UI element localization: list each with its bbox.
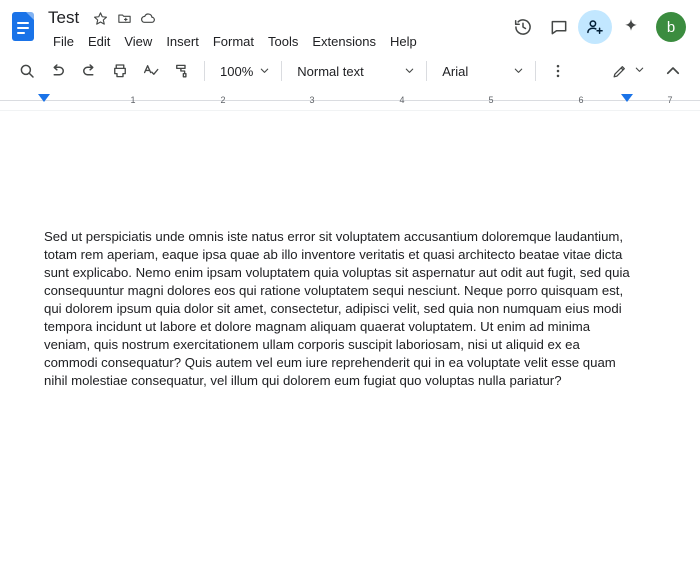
menu-item-tools[interactable]: Tools [268,34,299,49]
document-page[interactable] [0,111,700,563]
zoom-value: 100% [220,63,254,79]
redo-icon[interactable] [74,56,104,86]
gemini-spark-icon[interactable] [614,10,648,44]
search-icon[interactable] [12,56,42,86]
document-canvas [0,111,700,563]
title-row [44,6,424,30]
menu-item-format[interactable]: Format [212,34,254,49]
paragraph-style-select[interactable] [289,58,419,84]
toolbar-divider [426,61,427,81]
editing-mode-button[interactable] [602,56,647,86]
google-docs-icon[interactable] [10,10,36,44]
menu-item-file[interactable]: File [53,34,74,49]
title-actions [89,7,159,29]
ruler-tick: 5 [488,95,494,105]
ruler-line [0,100,700,101]
cloud-saved-icon[interactable] [137,7,159,29]
star-icon[interactable] [89,7,111,29]
undo-icon[interactable] [43,56,73,86]
menu-item-help[interactable]: Help [389,34,417,49]
menu-item-edit[interactable]: Edit [87,34,111,49]
ruler-tick: 1 [130,95,136,105]
comment-icon[interactable] [542,10,576,44]
more-vertical-icon[interactable] [543,56,573,86]
chevron-down-icon [513,64,524,79]
version-history-icon[interactable] [506,10,540,44]
toolbar-divider [535,61,536,81]
pen-icon[interactable] [604,56,634,86]
chevron-down-icon[interactable] [634,62,645,80]
menu-item-view[interactable]: View [124,34,153,49]
title-block [44,6,424,53]
ruler[interactable] [0,92,700,111]
menu-item-insert[interactable]: Insert [166,34,199,49]
chevron-down-icon [259,64,270,79]
font-value: Arial [442,63,469,79]
move-folder-icon[interactable] [113,7,135,29]
share-person-icon[interactable] [578,10,612,44]
avatar[interactable]: b [656,12,686,42]
zoom-select[interactable] [212,58,274,84]
page-body [0,111,700,390]
ruler-tick: 7 [667,95,673,105]
chevron-down-icon [404,64,415,79]
toolbar [0,50,700,92]
right-indent-marker[interactable] [621,94,633,102]
toolbar-divider [281,61,282,81]
menu-item-extensions[interactable]: Extensions [312,34,376,49]
font-select[interactable] [434,58,528,84]
paint-format-icon[interactable] [167,56,197,86]
document-body-text[interactable]: Sed ut perspiciatis unde omnis iste natus error sit voluptatem accusantium doloremque laudantium, totam rem aperiam, eaque ipsa quae ab illo inventore veritatis et quasi architecto beatae vitae dicta sunt explicabo. Nemo enim ipsam voluptatem quia voluptas sit aspernatur aut odit aut fugit, sed quia consequuntur magni dolores eos qui ratione voluptatem sequi nesciunt. Neque porro quisquam est, qui dolorem ipsum quia dolor sit amet, consectetur, adipisci velit, sed quia non numquam eius modi tempora incidunt ut labore et dolore magnam aliquam quaerat voluptatem. Ut enim ad minima veniam, quis nostrum exercitationem ullam corporis suscipit laboriosam, nisi ut aliquid ex ea commodi consequatur? Quis autem vel eum iure reprehenderit qui in ea voluptate velit esse quam nihil molestiae consequatur, vel illum qui dolorem eum fugiat quo voluptas nulla pariatur? [44,229,634,389]
ruler-tick: 2 [220,95,226,105]
menu-bar [46,31,424,53]
ruler-tick: 6 [578,95,584,105]
print-icon[interactable] [105,56,135,86]
ruler-tick: 4 [399,95,405,105]
app-header [0,0,700,50]
chevron-up-icon[interactable] [658,56,688,86]
header-actions [506,10,686,44]
spellcheck-icon[interactable] [136,56,166,86]
paragraph-style-value: Normal text [297,63,364,79]
document-title[interactable]: Test [48,8,80,27]
toolbar-divider [204,61,205,81]
ruler-tick: 3 [309,95,315,105]
left-indent-marker[interactable] [38,94,50,102]
